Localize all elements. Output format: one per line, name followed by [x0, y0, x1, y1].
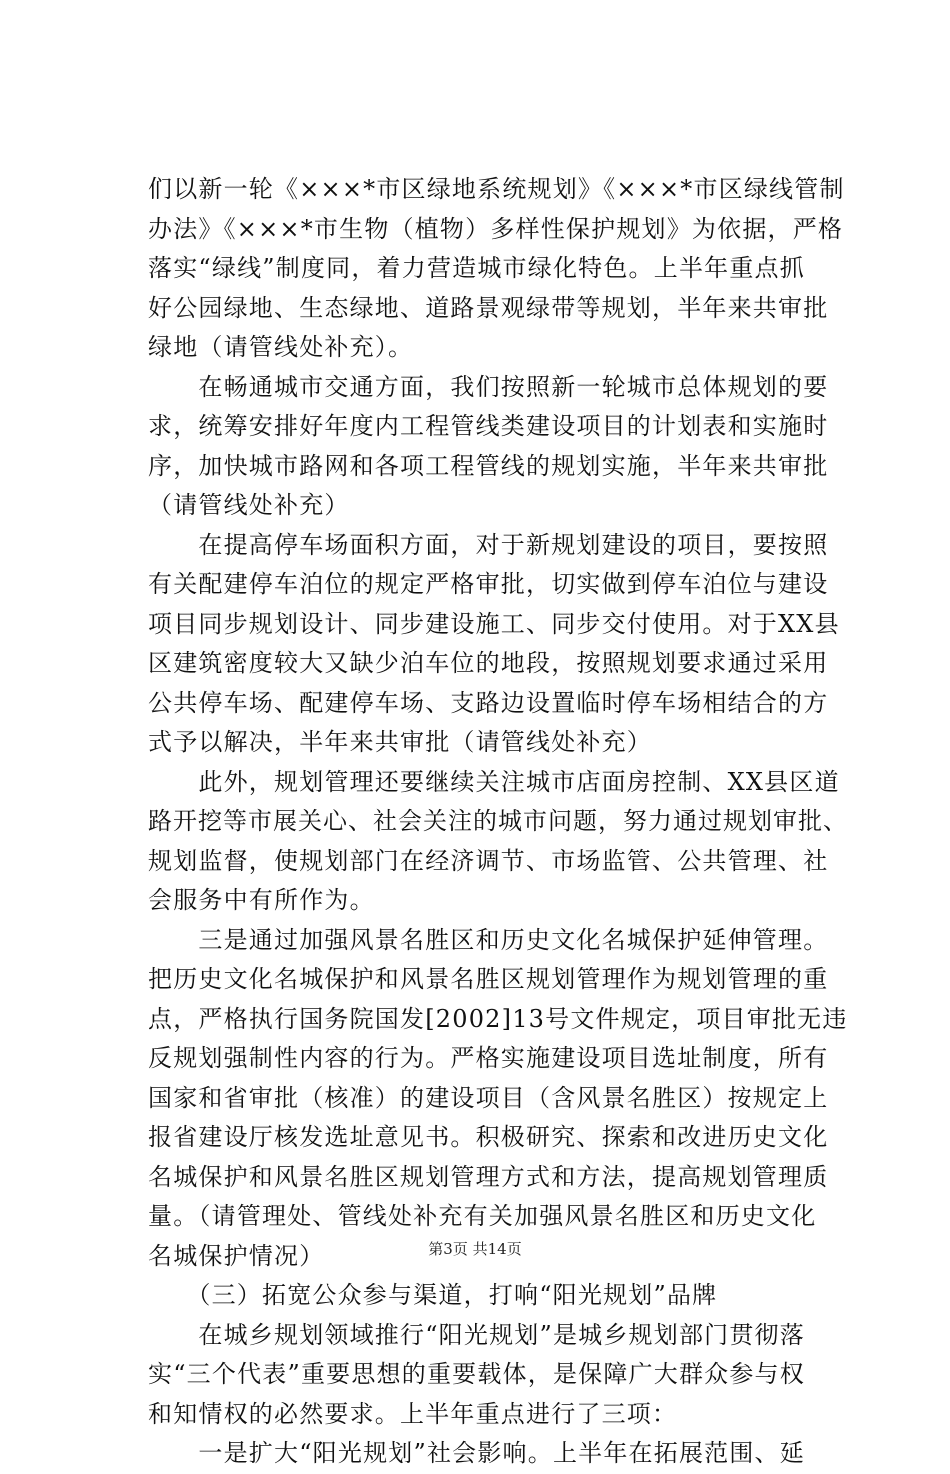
text-line: 绿地（请管线处补充）。	[148, 333, 414, 361]
text-line: 式予以解决，半年来共审批（请管线处补充）	[148, 728, 652, 756]
text-line: 们以新一轮《×××*市区绿地系统规划》《×××*市区绿线管制	[148, 175, 845, 203]
text-line: 名城保护和风景名胜区规划管理方式和方法，提高规划管理质	[148, 1162, 829, 1191]
text-line: 办法》《×××*市生物（植物）多样性保护规划》为依据，严格	[148, 214, 844, 243]
text-line: 会服务中有所作为。	[148, 886, 375, 914]
text-line: 报省建设厅核发选址意见书。积极研究、探索和改进历史文化	[148, 1123, 829, 1151]
text-line: 在城乡规划领域推行“阳光规划”是城乡规划部门贯彻落	[148, 1320, 805, 1349]
text-line: 落实“绿线”制度同，着力营造城市绿化特色。上半年重点抓	[148, 254, 805, 282]
text-line: 有关配建停车泊位的规定严格审批，切实做到停车泊位与建设	[148, 570, 829, 598]
text-line: （三）拓宽公众参与渠道，打响“阳光规划”品牌	[148, 1281, 718, 1309]
text-line: 国家和省审批（核准）的建设项目（含风景名胜区）按规定上	[148, 1083, 829, 1112]
text-line: 三是通过加强风景名胜区和历史文化名城保护延伸管理。	[148, 925, 829, 954]
text-line: 点，严格执行国务院国发[2002]13号文件规定，项目审批无违	[148, 1004, 848, 1033]
text-line: 在畅通城市交通方面，我们按照新一轮城市总体规划的要	[148, 372, 829, 401]
text-line: 规划监督，使规划部门在经济调节、市场监管、公共管理、社	[148, 846, 829, 875]
text-line: （请管线处补充）	[148, 491, 350, 519]
text-line: 项目同步规划设计、同步建设施工、同步交付使用。对于XX县	[148, 609, 840, 638]
page-number-footer: 第3页 共14页	[428, 1240, 522, 1258]
text-line: 求，统筹安排好年度内工程管线类建设项目的计划表和实施时	[148, 412, 829, 440]
document-body	[148, 170, 848, 1474]
text-line: 序，加快城市路网和各项工程管线的规划实施，半年来共审批	[148, 451, 829, 480]
text-line: 路开挖等市展关心、社会关注的城市问题，努力通过规划审批、	[148, 807, 848, 835]
text-line: 好公园绿地、生态绿地、道路景观绿带等规划，半年来共审批	[148, 293, 829, 322]
text-line: 和知情权的必然要求。上半年重点进行了三项：	[148, 1399, 678, 1428]
text-line: 名城保护情况）	[148, 1241, 325, 1270]
text-line: 实“三个代表”重要思想的重要载体，是保障广大群众参与权	[148, 1360, 805, 1388]
text-line: 区建筑密度较大又缺少泊车位的地段，按照规划要求通过采用	[148, 649, 829, 677]
text-line: 量。（请管理处、管线处补充有关加强风景名胜区和历史文化	[148, 1202, 817, 1230]
text-line: 反规划强制性内容的行为。严格实施建设项目选址制度，所有	[148, 1044, 829, 1072]
text-line: 公共停车场、配建停车场、支路边设置临时停车场相结合的方	[148, 688, 829, 717]
text-line: 在提高停车场面积方面，对于新规划建设的项目，要按照	[148, 530, 829, 559]
text-line: 此外，规划管理还要继续关注城市店面房控制、XX县区道	[148, 767, 840, 796]
text-line: 一是扩大“阳光规划”社会影响。上半年在拓展范围、延	[148, 1439, 805, 1467]
text-line: 把历史文化名城保护和风景名胜区规划管理作为规划管理的重	[148, 965, 829, 993]
